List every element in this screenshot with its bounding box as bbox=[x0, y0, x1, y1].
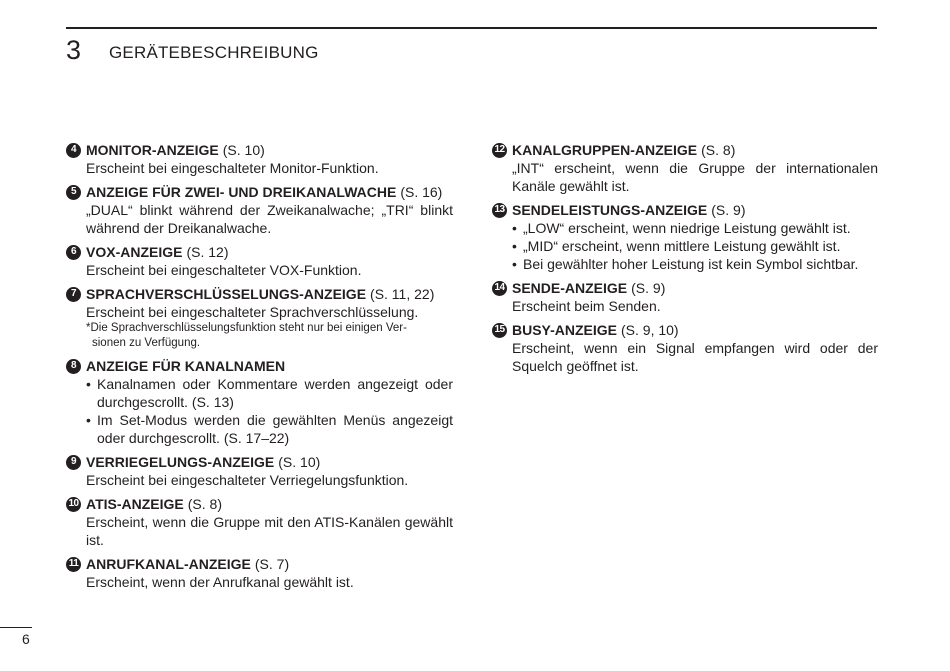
bullet-item: • „MID“ erscheint, wenn mittlere Leistung gewählt ist. bbox=[512, 237, 878, 255]
item-title: BUSY-ANZEIGE bbox=[512, 322, 618, 338]
item-title: KANALGRUPPEN-ANZEIGE bbox=[512, 142, 698, 158]
item-number-badge: 4 bbox=[66, 143, 81, 158]
item-verriegelungs-anzeige bbox=[66, 453, 453, 489]
page-reference: (S. 16) bbox=[400, 184, 443, 200]
item-number-badge: 7 bbox=[66, 287, 81, 302]
item-sende-anzeige bbox=[492, 279, 878, 315]
header-rule bbox=[66, 27, 877, 29]
bullet-item: • Bei gewählter hoher Leistung ist kein Symbol sichtbar. bbox=[512, 255, 878, 273]
item-atis-anzeige bbox=[66, 495, 453, 549]
item-description: „INT“ erscheint, wenn die Gruppe der internationalen Kanäle gewählt ist. bbox=[512, 160, 878, 194]
item-description: Erscheint bei eingeschalteter VOX-Funktion. bbox=[86, 262, 362, 278]
item-number-badge: 6 bbox=[66, 245, 81, 260]
page-reference: (S. 8) bbox=[701, 142, 736, 158]
item-title: SPRACHVERSCHLÜSSELUNGS-ANZEIGE bbox=[86, 286, 367, 302]
page-number: 6 bbox=[22, 631, 30, 647]
item-title: ANZEIGE FÜR KANALNAMEN bbox=[86, 358, 286, 374]
item-vox-anzeige bbox=[66, 243, 453, 279]
item-description: Erscheint beim Senden. bbox=[512, 298, 661, 314]
page-reference: (S. 7) bbox=[254, 556, 290, 572]
item-description: Erscheint, wenn ein Signal empfangen wird oder der Squelch geöffnet ist. bbox=[512, 340, 878, 374]
item-description: Erscheint bei eingeschalteter Monitor-Funktion. bbox=[86, 160, 379, 176]
page-reference: (S. 10) bbox=[222, 142, 265, 158]
item-description: Erscheint bei eingeschalteter Verriegelungsfunktion. bbox=[86, 472, 409, 488]
item-description: Erscheint, wenn die Gruppe mit den ATIS-Kanälen gewählt ist. bbox=[86, 514, 453, 548]
note-line-2: sionen zu Verfügung. bbox=[92, 337, 201, 349]
bullet-item: • Kanalnamen oder Kommentare werden angezeigt oder durchgescrollt. (S. 13) bbox=[86, 375, 453, 411]
chapter-number: 3 bbox=[66, 35, 82, 65]
bullet-item: • „LOW“ erscheint, wenn niedrige Leistung gewählt ist. bbox=[512, 219, 878, 237]
note-line-1: *Die Sprachverschlüsselungsfunktion steht nur bei einigen Ver- bbox=[86, 322, 407, 334]
page-reference: (S. 9, 10) bbox=[621, 322, 679, 338]
bullet-list bbox=[86, 375, 453, 447]
item-number-badge: 11 bbox=[66, 557, 81, 572]
item-number-badge: 14 bbox=[492, 281, 507, 296]
item-sprachverschluesselung-anzeige bbox=[66, 285, 453, 351]
right-column bbox=[492, 141, 878, 381]
item-anrufkanal-anzeige bbox=[66, 555, 453, 591]
item-busy-anzeige bbox=[492, 321, 878, 375]
item-title: VOX-ANZEIGE bbox=[86, 244, 183, 260]
page-reference: (S. 9) bbox=[711, 202, 746, 218]
item-kanalgruppen-anzeige bbox=[492, 141, 878, 195]
page-reference: (S. 11, 22) bbox=[370, 286, 435, 302]
item-number-badge: 15 bbox=[492, 323, 507, 338]
footer-rule bbox=[0, 627, 32, 628]
item-title: SENDE-ANZEIGE bbox=[512, 280, 628, 296]
item-kanalwache-anzeige bbox=[66, 183, 453, 237]
chapter-title: GERÄTEBESCHREIBUNG bbox=[109, 43, 319, 62]
page-reference: (S. 12) bbox=[186, 244, 229, 260]
item-title: ATIS-ANZEIGE bbox=[86, 496, 184, 512]
item-note bbox=[86, 321, 453, 351]
item-monitor-anzeige bbox=[66, 141, 453, 177]
item-title: VERRIEGELUNGS-ANZEIGE bbox=[86, 454, 275, 470]
item-kanalnamen-anzeige bbox=[66, 357, 453, 447]
item-title: ANRUFKANAL-ANZEIGE bbox=[86, 556, 251, 572]
page-reference: (S. 8) bbox=[187, 496, 222, 512]
item-number-badge: 9 bbox=[66, 455, 81, 470]
item-number-badge: 12 bbox=[492, 143, 507, 158]
bullet-list bbox=[512, 219, 878, 273]
item-description: Erscheint, wenn der Anrufkanal gewählt ist. bbox=[86, 574, 354, 590]
item-description: Erscheint bei eingeschalteter Sprachverschlüsselung. bbox=[86, 304, 419, 320]
item-number-badge: 8 bbox=[66, 359, 81, 374]
page-reference: (S. 10) bbox=[278, 454, 321, 470]
item-number-badge: 10 bbox=[66, 497, 81, 512]
bullet-item: • Im Set-Modus werden die gewählten Menüs angezeigt oder durchgescrollt. (S. 17–22) bbox=[86, 411, 453, 447]
item-title: MONITOR-ANZEIGE bbox=[86, 142, 219, 158]
item-title: SENDELEISTUNGS-ANZEIGE bbox=[512, 202, 708, 218]
item-sendeleistungs-anzeige bbox=[492, 201, 878, 273]
item-description: „DUAL“ blinkt während der Zweikanalwache; „TRI“ blinkt während der Dreikanalwache. bbox=[86, 202, 453, 236]
item-number-badge: 13 bbox=[492, 203, 507, 218]
left-column bbox=[66, 141, 453, 597]
item-number-badge: 5 bbox=[66, 185, 81, 200]
page-reference: (S. 9) bbox=[631, 280, 666, 296]
item-title: ANZEIGE FÜR ZWEI- UND DREIKANALWACHE bbox=[86, 184, 397, 200]
